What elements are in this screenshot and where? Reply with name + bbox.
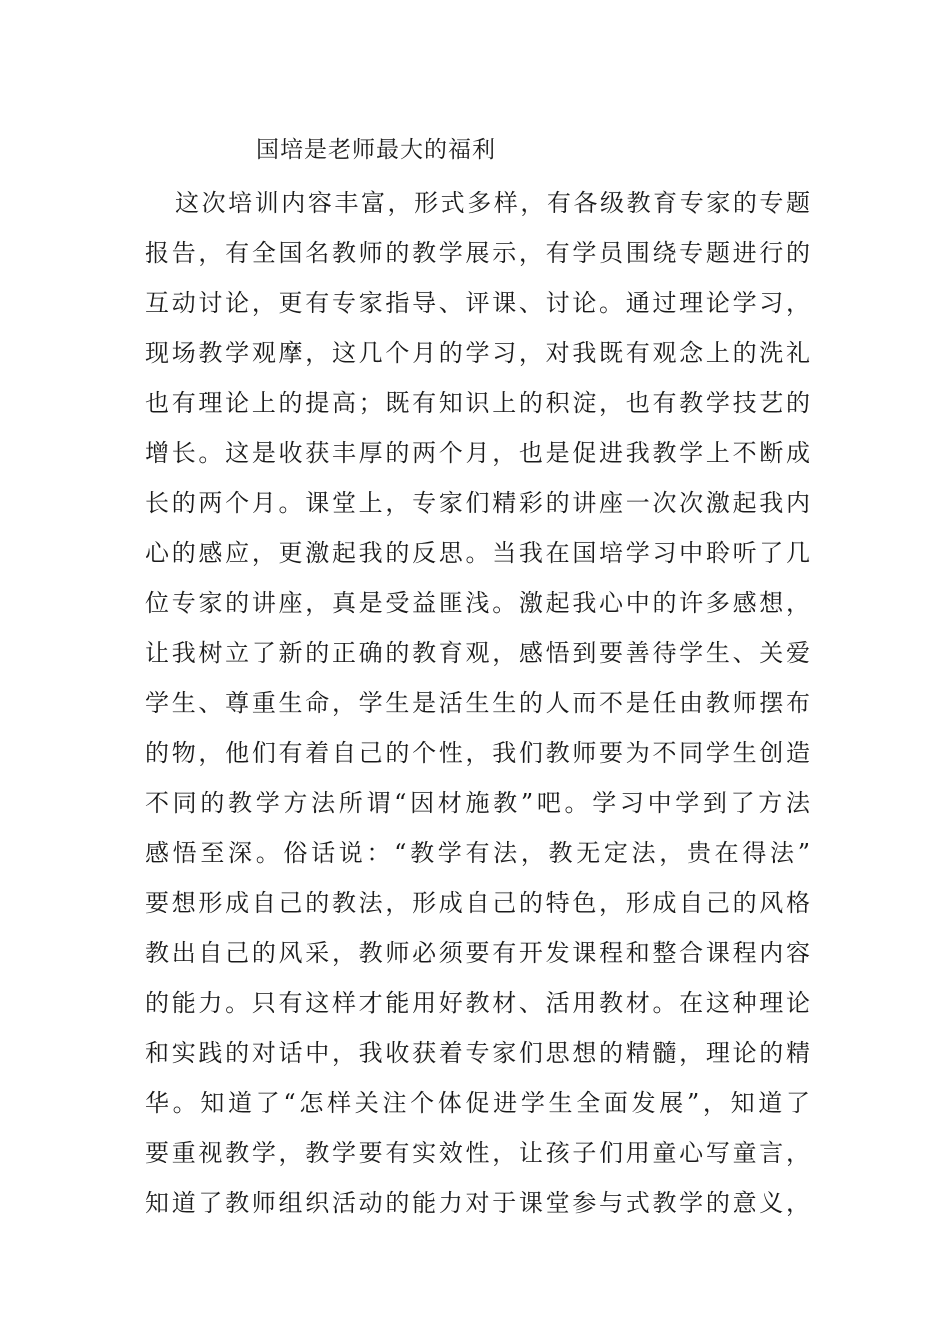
document-title: 国培是老师最大的福利	[256, 137, 496, 163]
body-line: 的物，他们有着自己的个性，我们教师要为不同学生创造	[145, 739, 810, 767]
body-line: 要重视教学，教学要有实效性，让孩子们用童心写童言，	[145, 1139, 810, 1167]
body-line: 要想形成自己的教法，形成自己的特色，形成自己的风格	[145, 889, 810, 917]
body-line: 增长。这是收获丰厚的两个月，也是促进我教学上不断成	[145, 439, 810, 467]
body-line: 这次培训内容丰富，形式多样，有各级教育专家的专题	[175, 189, 810, 217]
body-line: 位专家的讲座，真是受益匪浅。激起我心中的许多感想，	[145, 589, 810, 617]
body-line: 心的感应，更激起我的反思。当我在国培学习中聆听了几	[145, 539, 810, 567]
body-line: 不同的教学方法所谓“因材施教”吧。学习中学到了方法	[145, 789, 810, 817]
body-line: 华。知道了“怎样关注个体促进学生全面发展”，知道了	[145, 1089, 810, 1117]
body-line: 现场教学观摩，这几个月的学习，对我既有观念上的洗礼	[145, 339, 810, 367]
body-line: 感悟至深。俗话说：“教学有法，教无定法，贵在得法”	[145, 839, 810, 867]
body-line: 长的两个月。课堂上，专家们精彩的讲座一次次激起我内	[145, 489, 810, 517]
body-line: 报告，有全国名教师的教学展示，有学员围绕专题进行的	[145, 239, 810, 267]
body-line: 也有理论上的提高；既有知识上的积淀，也有教学技艺的	[145, 389, 810, 417]
body-line: 让我树立了新的正确的教育观，感悟到要善待学生、关爱	[145, 639, 810, 667]
body-line: 知道了教师组织活动的能力对于课堂参与式教学的意义，	[145, 1189, 810, 1217]
body-line: 和实践的对话中，我收获着专家们思想的精髓，理论的精	[145, 1039, 810, 1067]
body-line: 学生、尊重生命，学生是活生生的人而不是任由教师摆布	[145, 689, 810, 717]
document-body	[145, 178, 810, 1228]
body-line: 教出自己的风采，教师必须要有开发课程和整合课程内容	[145, 939, 810, 967]
body-line: 的能力。只有这样才能用好教材、活用教材。在这种理论	[145, 989, 810, 1017]
body-line: 互动讨论，更有专家指导、评课、讨论。通过理论学习，	[145, 289, 810, 317]
